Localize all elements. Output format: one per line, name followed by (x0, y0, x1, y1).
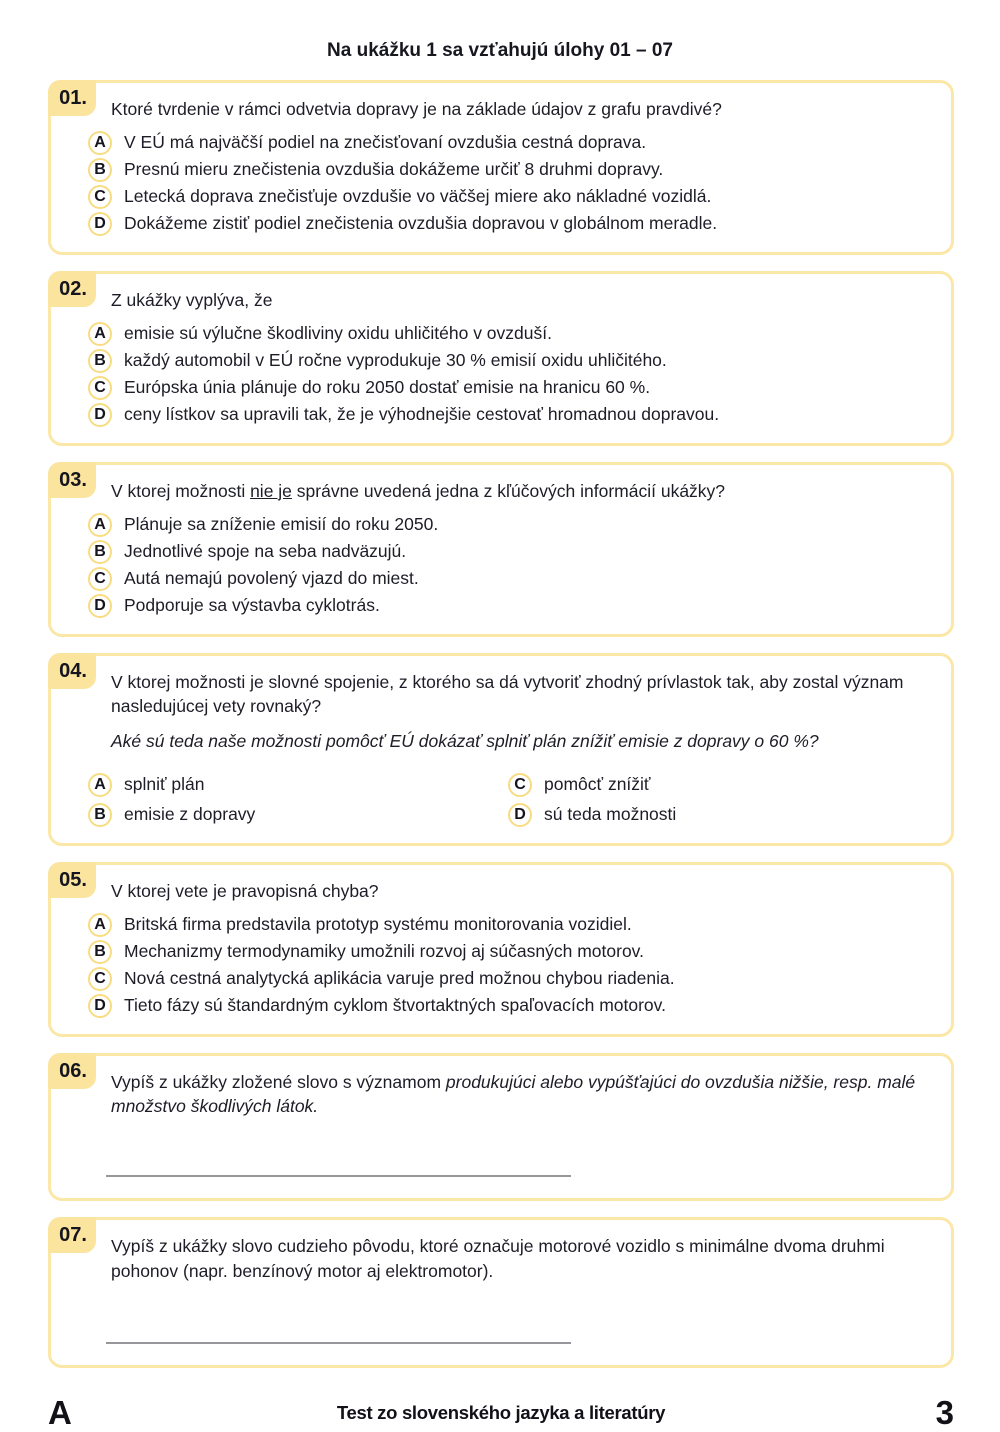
option-row-c (508, 773, 931, 797)
options-list-04 (94, 770, 931, 830)
option-text: ceny lístkov sa upravili tak, že je výhodnejšie cestovať hromadnou dopravou. (124, 404, 720, 425)
option-letter-circle: C (88, 567, 112, 591)
option-row-b (88, 349, 931, 373)
question-box-02 (48, 271, 954, 446)
option-text: splniť plán (124, 774, 205, 795)
option-letter-circle: C (88, 185, 112, 209)
question-box-07 (48, 1217, 954, 1368)
question-number-02: 02. (48, 271, 96, 307)
option-text: Jednotlivé spoje na seba nadväzujú. (124, 541, 407, 562)
option-row-c (88, 967, 931, 991)
option-text: sú teda možnosti (544, 804, 677, 825)
question-box-05 (48, 862, 954, 1037)
option-text: Podporuje sa výstavba cyklotrás. (124, 595, 380, 616)
option-row-c (88, 567, 931, 591)
question-text-03 (111, 479, 931, 504)
option-row-b (88, 803, 531, 827)
option-row-d (88, 403, 931, 427)
option-text: Mechanizmy termodynamiky umožnili rozvoj aj súčasných motorov. (124, 941, 644, 962)
option-letter-circle: B (88, 940, 112, 964)
option-text: emisie sú výlučne škodliviny oxidu uhličitého v ovzduší. (124, 323, 552, 344)
option-text: Presnú mieru znečistenia ovzdušia dokážeme určiť 8 druhmi dopravy. (124, 159, 664, 180)
option-row-a (88, 322, 931, 346)
option-row-c (88, 376, 931, 400)
option-letter-circle: A (88, 322, 112, 346)
option-letter-circle: A (88, 913, 112, 937)
question-text-07: Vypíš z ukážky slovo cudzieho pôvodu, ktoré označuje motorové vozidlo s minimálne dvoma druhmi pohonov (napr. benzínový motor aj elektromotor). (111, 1236, 885, 1282)
option-text: Tieto fázy sú štandardným cyklom štvortaktných spaľovacích motorov. (124, 995, 666, 1016)
question-quote-sentence: Aké sú teda naše možnosti pomôcť EÚ dokázať splniť plán znížiť emisie z dopravy o 60 %? (111, 731, 819, 752)
option-row-a (88, 131, 931, 155)
option-letter-circle: B (88, 349, 112, 373)
option-text: Európska únia plánuje do roku 2050 dostať emisie na hranicu 60 %. (124, 377, 651, 398)
question-box-04 (48, 653, 954, 846)
answer-blank-line (106, 1342, 571, 1344)
option-row-b (88, 158, 931, 182)
option-text: Plánuje sa zníženie emisií do roku 2050. (124, 514, 439, 535)
question-number-04: 04. (48, 653, 96, 689)
question-text-02: Z ukážky vyplýva, že (111, 289, 273, 310)
page-footer (48, 1394, 954, 1432)
option-letter-circle: C (88, 967, 112, 991)
footer-variant-letter: A (48, 1393, 72, 1431)
question-number-01: 01. (48, 80, 96, 116)
option-letter-circle: D (88, 212, 112, 236)
page-title: Na ukážku 1 sa vzťahujú úlohy 01 – 07 (327, 40, 673, 61)
option-letter-circle: B (88, 158, 112, 182)
option-text: každý automobil v EÚ ročne vyprodukuje 30 % emisií oxidu uhličitého. (124, 350, 667, 371)
options-list-02 (94, 322, 931, 427)
option-letter-circle: C (88, 376, 112, 400)
option-text: V EÚ má najväčší podiel na znečisťovaní ovzdušia cestná doprava. (124, 132, 647, 153)
question-number-05: 05. (48, 862, 96, 898)
question-text-underlined: nie je (250, 480, 292, 501)
option-letter-circle: C (508, 773, 532, 797)
question-text-05: V ktorej vete je pravopisná chyba? (111, 880, 379, 901)
option-row-a (88, 773, 531, 797)
question-text-pre: Vypíš z ukážky zložené slovo s významom (111, 1071, 446, 1092)
option-row-d (88, 994, 931, 1018)
option-letter-circle: A (88, 513, 112, 537)
question-box-06 (48, 1053, 954, 1202)
option-row-b (88, 540, 931, 564)
option-letter-circle: D (88, 594, 112, 618)
question-number-06: 06. (48, 1053, 96, 1089)
option-text: pomôcť znížiť (544, 774, 651, 795)
question-text-04: V ktorej možnosti je slovné spojenie, z ktorého sa dá vytvoriť zhodný prívlastok tak, aby zostal význam nasledujúcej vety rovnaký? (111, 671, 904, 717)
option-letter-circle: B (88, 540, 112, 564)
option-row-d (508, 803, 931, 827)
footer-test-title: Test zo slovenského jazyka a literatúry (336, 1401, 666, 1423)
option-row-d (88, 212, 931, 236)
option-text: Britská firma predstavila prototyp systému monitorovania vozidiel. (124, 914, 632, 935)
option-letter-circle: D (88, 403, 112, 427)
option-letter-circle: A (88, 131, 112, 155)
option-text: emisie z dopravy (124, 804, 256, 825)
option-text: Nová cestná analytycká aplikácia varuje pred možnou chybou riadenia. (124, 968, 675, 989)
question-number-03: 03. (48, 462, 96, 498)
question-text-post: správne uvedená jedna z kľúčových informácií ukážky? (291, 480, 726, 501)
option-text: Dokážeme zistiť podiel znečistenia ovzdušia dopravou v globálnom meradle. (124, 213, 718, 234)
options-list-01 (94, 131, 931, 236)
question-text-definition: produkujúci alebo vypúšťajúci do ovzdušia nižšie, resp. malé množstvo škodlivých látok. (111, 1071, 916, 1117)
options-list-05 (94, 913, 931, 1018)
option-row-b (88, 940, 931, 964)
options-list-03 (94, 513, 931, 618)
option-row-d (88, 594, 931, 618)
question-text-01: Ktoré tvrdenie v rámci odvetvia dopravy je na základe údajov z grafu pravdivé? (111, 99, 722, 119)
question-box-01 (48, 80, 954, 255)
option-text: Autá nemajú povolený vjazd do miest. (124, 568, 419, 589)
option-letter-circle: A (88, 773, 112, 797)
question-text-06 (111, 1070, 931, 1120)
option-letter-circle: D (508, 803, 532, 827)
answer-blank-line (106, 1175, 571, 1177)
option-row-c (88, 185, 931, 209)
question-number-07: 07. (48, 1217, 96, 1253)
footer-page-number: 3 (935, 1393, 954, 1431)
option-text: Letecká doprava znečisťuje ovzdušie vo väčšej miere ako nákladné vozidlá. (124, 186, 712, 207)
question-text-pre: V ktorej možnosti (111, 480, 251, 501)
option-row-a (88, 513, 931, 537)
question-box-03 (48, 462, 954, 637)
option-letter-circle: B (88, 803, 112, 827)
option-row-a (88, 913, 931, 937)
option-letter-circle: D (88, 994, 112, 1018)
